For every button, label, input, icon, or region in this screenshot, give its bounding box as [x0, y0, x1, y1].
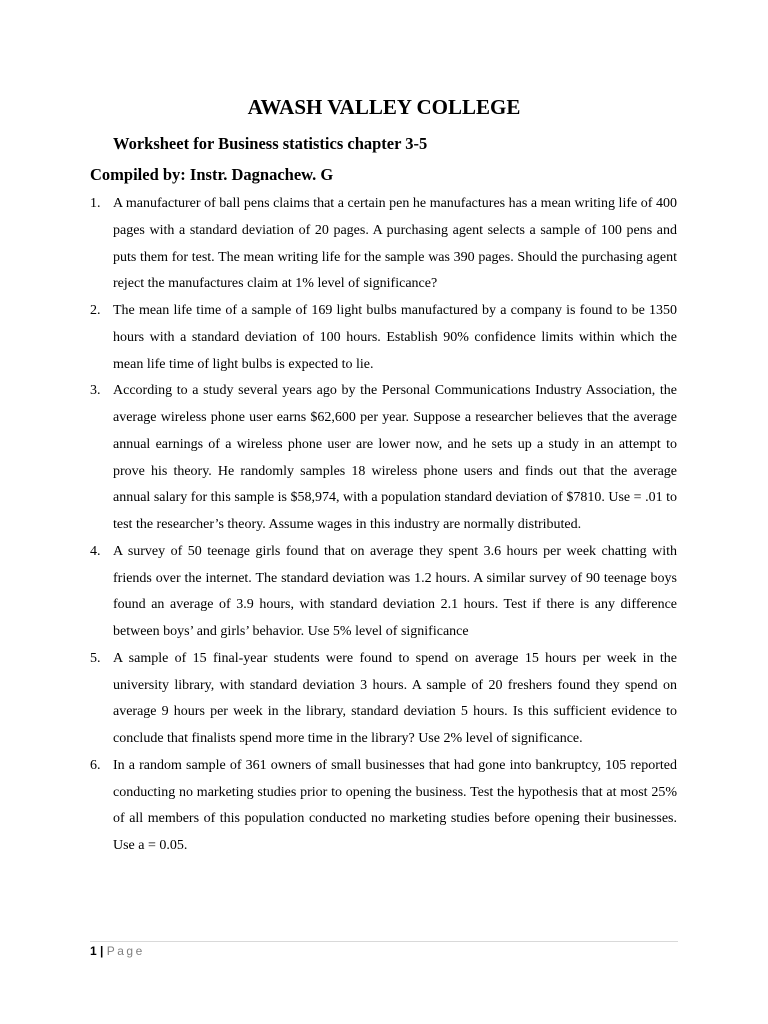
question-item-5	[0, 646, 768, 753]
question-number: 1.	[90, 196, 101, 211]
question-item-6	[0, 753, 768, 860]
question-number: 3.	[90, 383, 101, 399]
question-text: A sample of 15 final-year students were found to spend on average 15 hours per week in the university library, with standard deviation 3 hours. A sample of 20 freshers found they spend on average 9 hours per week in the library, standard deviation 5 hours. Is this sufficient evidence to conclude that finalists spend more time in the library? Use 2% level of significance.	[113, 650, 677, 746]
question-list	[0, 191, 768, 860]
compiled-by-line: Compiled by: Instr. Dagnachew. G	[90, 165, 334, 184]
question-item-2	[0, 298, 768, 378]
footer-page-label: Page	[106, 944, 145, 958]
question-text: According to a study several years ago by the Personal Communications Industry Association, the average wireless phone user earns $62,600 per year. Suppose a researcher believes that the average annual earnings of a wireless phone user are lower now, and he sets up a study in an attempt to prove his theory. He randomly samples 18 wireless phone users and finds out that the average annual salary for this sample is $58,974, with a population standard deviation of $7810. Use = .01 to test the researcher’s theory. Assume wages in this industry are normally distributed.	[113, 383, 677, 532]
question-number: 4.	[90, 543, 101, 559]
question-number: 5.	[90, 650, 101, 666]
question-text: In a random sample of 361 owners of small businesses that had gone into bankruptcy, 105 reported conducting no marketing studies prior to opening the business. Test the hypothesis that at most 25% of all members of this population conducted no marketing studies before opening their businesses. Use a = 0.05.	[113, 757, 677, 853]
question-item-4	[0, 539, 768, 646]
question-text: A survey of 50 teenage girls found that on average they spent 3.6 hours per week chatting with friends over the internet. The standard deviation was 1.2 hours. A similar survey of 90 teenage boys found an average of 3.9 hours, with standard deviation 2.1 hours. Test if there is any difference between boys’ and girls’ behavior. Use 5% level of significance	[113, 543, 677, 639]
question-number: 2.	[90, 303, 101, 318]
question-text: The mean life time of a sample of 169 light bulbs manufactured by a company is found to be 1350 hours with a standard deviation of 100 hours. Establish 90% confidence limits within which the mean life time of light bulbs is expected to lie.	[113, 303, 677, 372]
footer-separator: |	[100, 944, 104, 958]
footer-divider	[90, 941, 678, 942]
question-number: 6.	[90, 757, 101, 773]
page-footer	[90, 942, 145, 960]
question-text: A manufacturer of ball pens claims that a certain pen he manufactures has a mean writing life of 400 pages with a standard deviation of 20 pages. A purchasing agent selects a sample of 100 pens and puts them for test. The mean writing life for the sample was 390 pages. Should the purchasing agent reject the manufactures claim at 1% level of significance?	[113, 196, 677, 292]
page-title: AWASH VALLEY COLLEGE	[247, 95, 521, 119]
footer-page-number: 1	[90, 944, 97, 958]
question-item-3	[0, 378, 768, 539]
worksheet-subtitle: Worksheet for Business statistics chapter 3-5	[113, 134, 428, 153]
question-item-1	[0, 191, 768, 298]
